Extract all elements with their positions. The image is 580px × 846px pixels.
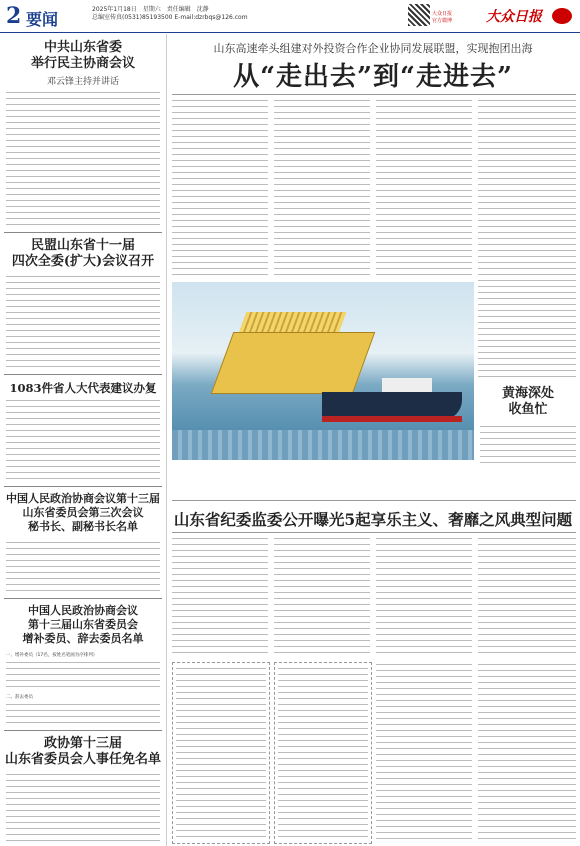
divider bbox=[4, 374, 162, 375]
story5-title-line3[interactable]: 增补委员、辞去委员名单 bbox=[22, 632, 144, 645]
divider bbox=[4, 232, 162, 233]
issue-contact: 总编室传真(0531)85193500 E-mail:dzrbqs@126.com bbox=[92, 14, 248, 21]
case-box-2-text bbox=[278, 666, 368, 838]
lead-body-col2 bbox=[274, 98, 370, 276]
divider bbox=[172, 532, 576, 533]
lead-headline[interactable]: 从“走出去”到“走进去” bbox=[233, 62, 513, 92]
masthead bbox=[0, 0, 580, 33]
photo-fish-farm-vessel[interactable] bbox=[172, 282, 474, 460]
sea-waves bbox=[172, 430, 474, 460]
ship-waterline bbox=[322, 416, 462, 422]
story6-title-line1[interactable]: 政协第十三届 bbox=[43, 736, 122, 751]
story4-title-line1[interactable]: 中国人民政治协商会议第十三届 bbox=[6, 492, 160, 505]
divider bbox=[172, 94, 576, 95]
divider bbox=[4, 730, 162, 731]
story4-title-line2[interactable]: 山东省委员会第三次会议 bbox=[22, 506, 144, 519]
bottom-body-col6 bbox=[478, 662, 576, 842]
page-number: 2 bbox=[6, 3, 22, 29]
story2-body bbox=[6, 274, 160, 370]
story1-title-line2[interactable]: 举行民主协商会议 bbox=[30, 56, 135, 71]
case-box-2 bbox=[274, 662, 372, 844]
story5-subhead-remove: 二、辞去委员 bbox=[6, 695, 33, 700]
story5-name-list bbox=[6, 660, 160, 690]
story1-subtitle: 邓云锋主持并讲话 bbox=[46, 77, 119, 87]
story6-title-line2[interactable]: 山东省委员会人事任免名单 bbox=[4, 752, 161, 767]
case-box-1-text bbox=[176, 666, 266, 838]
left-column bbox=[0, 34, 167, 846]
bottom-body-col1 bbox=[172, 536, 268, 656]
section-title: 要闻 bbox=[26, 10, 59, 29]
photo-caption-title bbox=[478, 386, 578, 418]
photo-caption-line1: 黄海深处 bbox=[501, 386, 554, 401]
story1-body bbox=[6, 90, 160, 228]
photo-caption-body bbox=[480, 424, 576, 464]
story4-name-list bbox=[6, 540, 160, 594]
divider bbox=[172, 500, 576, 501]
case-box-1 bbox=[172, 662, 270, 844]
story3-title[interactable]: 1083件省人大代表建议办复 bbox=[9, 381, 157, 395]
newspaper-logo: 大众日报 bbox=[486, 9, 542, 25]
bottom-body-col4 bbox=[478, 536, 576, 656]
lead-body-col4 bbox=[478, 98, 576, 378]
logo-emblem-icon bbox=[552, 8, 572, 24]
divider bbox=[4, 598, 162, 599]
story4-title-line3[interactable]: 秘书长、副秘书长名单 bbox=[28, 520, 138, 533]
bottom-body-col2 bbox=[274, 536, 370, 656]
issue-meta bbox=[92, 6, 248, 22]
story6-body bbox=[6, 772, 160, 842]
divider bbox=[4, 486, 162, 487]
story5-remove-list bbox=[6, 702, 160, 726]
story2-title-line1[interactable]: 民盟山东省十一届 bbox=[30, 238, 135, 253]
story2-title-line2[interactable]: 四次全委(扩大)会议召开 bbox=[11, 254, 155, 269]
qr-code-icon[interactable] bbox=[408, 4, 430, 26]
story5-title-line2[interactable]: 第十三届山东省委员会 bbox=[28, 618, 138, 631]
story5-title-line1[interactable]: 中国人民政治协商会议 bbox=[28, 604, 138, 617]
bottom-body-col5 bbox=[376, 662, 472, 842]
aquaculture-platform bbox=[211, 332, 376, 394]
lead-body-col1 bbox=[172, 98, 268, 276]
story-bottom-headline[interactable]: 山东省纪委监委公开曝光5起享乐主义、奢靡之风典型问题 bbox=[173, 510, 573, 529]
lead-kicker: 山东高速牵头组建对外投资合作企业协同发展联盟，实现抱团出海 bbox=[213, 42, 533, 55]
photo-caption-line2: 收鱼忙 bbox=[508, 402, 548, 417]
lead-body-col3 bbox=[376, 98, 472, 276]
story5-subhead-add: 一、增补委员（17名，按姓名笔画为序排列） bbox=[6, 653, 98, 658]
bottom-body-col3 bbox=[376, 536, 472, 656]
story3-body bbox=[6, 398, 160, 482]
issue-date-editor: 2025年1月18日 星期六 责任编辑 沈静 bbox=[92, 6, 209, 13]
qr-label-weibo: 大众日报官方微博 bbox=[432, 11, 453, 24]
story1-title-line1[interactable]: 中共山东省委 bbox=[43, 40, 122, 55]
